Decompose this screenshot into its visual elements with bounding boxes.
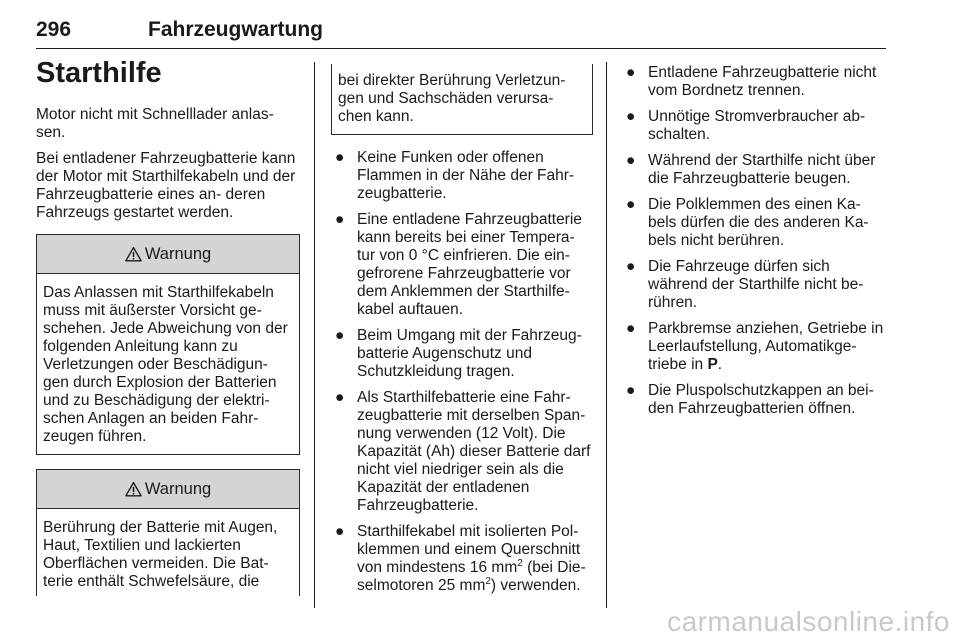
intro-paragraph: Bei entladener Fahrzeugbatterie kann der Motor mit Starthilfekabeln und der Fahrzeugbatterie eines an- deren Fahrzeugs gestartet werden.	[36, 150, 296, 221]
section-title: Starthilfe	[36, 57, 162, 89]
bullet-icon: ●	[626, 152, 636, 169]
column-right	[622, 64, 888, 426]
bullet-icon: ●	[626, 258, 636, 275]
list-item: ● Parkbremse anziehen, Getriebe in Leerlaufstellung, Automatikge- triebe in P.	[626, 320, 884, 373]
list-item: ● Keine Funken oder offenen Flammen in der Nähe der Fahr- zeugbatterie.	[335, 149, 575, 202]
warning-title: Warnung	[144, 480, 212, 498]
warning-text: Das Anlassen mit Starthilfekabeln muss mit äußerster Vorsicht ge- schehen. Jede Abweichung von der folgenden Anleitung kann zu Verletzungen oder Beschädigun- gen durch Explosion der Batterien und zu Beschädigung der elektri- schen Anlagen an beiden Fahr- zeugen führen.	[43, 284, 288, 445]
bullet-icon: ●	[626, 64, 636, 81]
warning-box-continued: bei direkter Berührung Verletzun- gen und Sachschäden verursa- chen kann.	[331, 64, 593, 135]
bullet-icon: ●	[335, 389, 345, 406]
warning-title: Warnung	[144, 245, 212, 263]
warning-header	[37, 470, 299, 509]
column-divider	[314, 62, 315, 608]
bullet-icon: ●	[626, 108, 636, 125]
page-header	[36, 8, 886, 49]
column-divider	[606, 62, 607, 608]
column-middle	[331, 64, 593, 603]
list-item: ● Die Pluspolschutzkappen an bei- den Fahrzeugbatterien öffnen.	[626, 382, 874, 417]
bullet-list	[622, 64, 888, 418]
list-item: ● Die Fahrzeuge dürfen sich während der Starthilfe nicht be- rühren.	[626, 258, 864, 311]
list-item: ● Während der Starthilfe nicht über die Fahrzeugbatterie beugen.	[626, 152, 876, 187]
bullet-icon: ●	[626, 196, 636, 213]
intro-paragraph: Motor nicht mit Schnelllader anlas- sen.	[36, 106, 274, 141]
list-item: ● Die Polklemmen des einen Ka- bels dürfen die des anderen Ka- bels nicht berühren.	[626, 196, 869, 249]
page-number: 296	[36, 18, 72, 41]
list-item: ● Eine entladene Fahrzeugbatterie kann bereits bei einer Tempera- tur von 0 °C einfrieren. Die ein- gefrorene Fahrzeugbatterie vor dem Anklemmen der Starthilfe- kabel auftauen.	[335, 211, 582, 318]
bullet-icon: ●	[335, 327, 345, 344]
bullet-icon: ●	[335, 149, 345, 166]
list-item: ● Starthilfekabel mit isolierten Pol- klemmen und einem Querschnitt von mindestens 16 $mm^2$ (bei Die- selmotoren 25 $mm^2$) verwenden.	[335, 523, 586, 594]
list-item: ● Unnötige Stromverbraucher ab- schalten.	[626, 108, 866, 143]
bullet-icon: ●	[335, 523, 345, 540]
warning-triangle-icon	[125, 246, 142, 262]
warning-text: Berührung der Batterie mit Augen, Haut, Textilien und lackierten Oberflächen vermeiden. Die Bat- terie enthält Schwefelsäure, die	[43, 519, 278, 590]
warning-box	[36, 234, 300, 455]
warning-header	[37, 235, 299, 274]
list-item: ● Entladene Fahrzeugbatterie nicht vom Bordnetz trennen.	[626, 64, 877, 99]
bullet-icon: ●	[626, 382, 636, 399]
warning-triangle-icon	[125, 481, 142, 497]
bullet-icon: ●	[335, 211, 345, 228]
column-left	[36, 56, 300, 596]
warning-box	[36, 469, 300, 596]
list-item: ● Als Starthilfebatterie eine Fahr- zeugbatterie mit derselben Span- nung verwenden (12 Volt). Die Kapazität (Ah) dieser Batterie darf nicht viel niedriger sein als die Kapazität der entladenen Fahrzeugbatterie.	[335, 389, 591, 514]
bullet-icon: ●	[626, 320, 636, 337]
bullet-list	[331, 149, 593, 595]
chapter-title: Fahrzeugwartung	[148, 18, 324, 41]
list-item: ● Beim Umgang mit der Fahrzeug- batterie Augenschutz und Schutzkleidung tragen.	[335, 327, 582, 380]
watermark: carmanualsonline.info	[667, 606, 950, 637]
